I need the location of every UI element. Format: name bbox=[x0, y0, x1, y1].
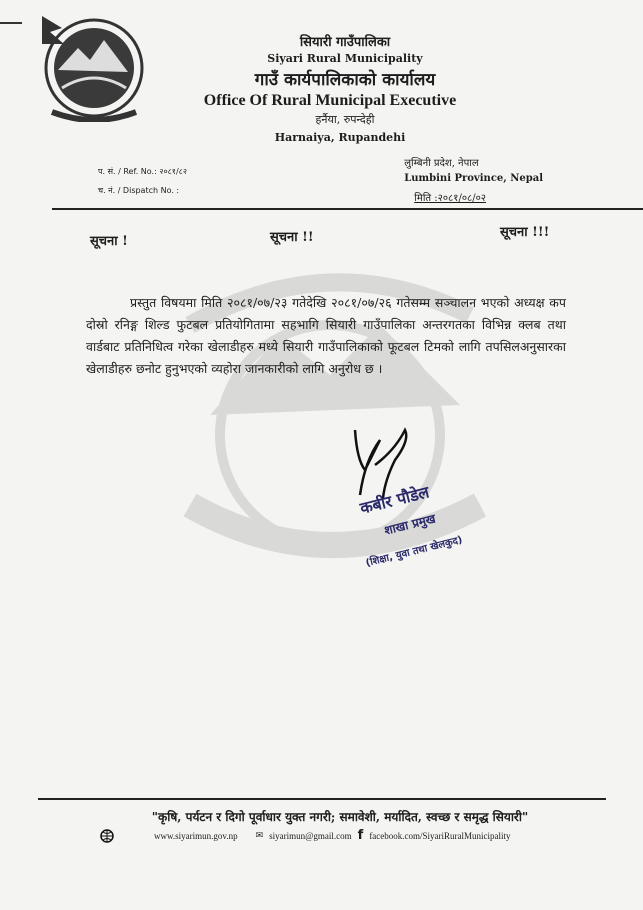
website-link[interactable]: www.siyarimun.gov.np bbox=[154, 830, 238, 841]
notice-heading-2: सूचना !! bbox=[270, 230, 314, 245]
email-link[interactable]: siyarimun@gmail.com bbox=[269, 830, 352, 841]
facebook-icon: f bbox=[357, 828, 364, 843]
notice-heading-1: सूचना ! bbox=[90, 234, 128, 249]
reference-block bbox=[98, 166, 187, 204]
official-stamp bbox=[355, 470, 485, 570]
dispatch-number: च. नं. / Dispatch No. : bbox=[98, 186, 180, 195]
ref-number: प. सं. / Ref. No.: २०८१/८२ bbox=[98, 167, 187, 176]
body-paragraph: प्रस्तुत विषयमा मिति २०८१/०७/२३ गतेदेखि २०८१/०७/२६ गतेसम्म सञ्चालन भएको अध्यक्ष कप दोस्रो रनिङ्ग शिल्ड फुटबल प्रतियोगितामा सहभागि सियारी गाउँपालिका अन्तरगतका विभिन्न क्लब तथा वार्डबाट प्रतिनिधित्व गरेका खेलाडीहरु मध्ये सियारी गाउँपालिकाको फूटबल टिमको लागि तपसिलअनुसारका खेलाडीहरु छनोट हुनुभएको व्यहोरा जानकारीको लागि अनुरोध छ । bbox=[86, 295, 566, 376]
letter-date: मिति :२०८१/०८/०२ bbox=[414, 193, 486, 204]
address-np: हर्नैया, रुपन्देही bbox=[315, 113, 375, 126]
notice-heading-3: सूचना !!! bbox=[500, 225, 550, 240]
stamp-department: (शिक्षा, युवा तथा खेलकुद) bbox=[364, 534, 464, 570]
stamp-title: शाखा प्रमुख bbox=[382, 511, 437, 538]
province-en: Lumbini Province, Nepal bbox=[404, 173, 543, 184]
email-icon: ✉ bbox=[255, 830, 264, 840]
corner-mark bbox=[0, 22, 22, 24]
nepal-emblem-icon bbox=[38, 10, 146, 122]
header-divider bbox=[52, 208, 643, 210]
facebook-link[interactable]: facebook.com/SiyariRuralMunicipality bbox=[369, 830, 511, 841]
stamp-name: कबीर पौडेल bbox=[358, 482, 432, 518]
office-name-np: गाउँ कार्यपालिकाको कार्यालय bbox=[254, 70, 436, 90]
municipality-name-en: Siyari Rural Municipality bbox=[267, 52, 423, 65]
footer-divider bbox=[38, 798, 606, 800]
province-block bbox=[404, 155, 543, 204]
globe-icon bbox=[100, 829, 114, 843]
address-en: Harnaiya, Rupandehi bbox=[274, 131, 406, 144]
footer-contacts bbox=[100, 828, 570, 843]
letterhead bbox=[180, 32, 480, 144]
municipality-name-np: सियारी गाउँपालिका bbox=[299, 35, 391, 50]
office-name-en: Office Of Rural Municipal Executive bbox=[203, 92, 457, 109]
footer-slogan: "कृषि, पर्यटन र दिगो पूर्वाधार युक्त नगरी; समावेशी, मर्यादित, स्वच्छ र समृद्ध सियारी" bbox=[151, 810, 529, 824]
province-np: लुम्बिनी प्रदेश, नेपाल bbox=[404, 158, 479, 169]
